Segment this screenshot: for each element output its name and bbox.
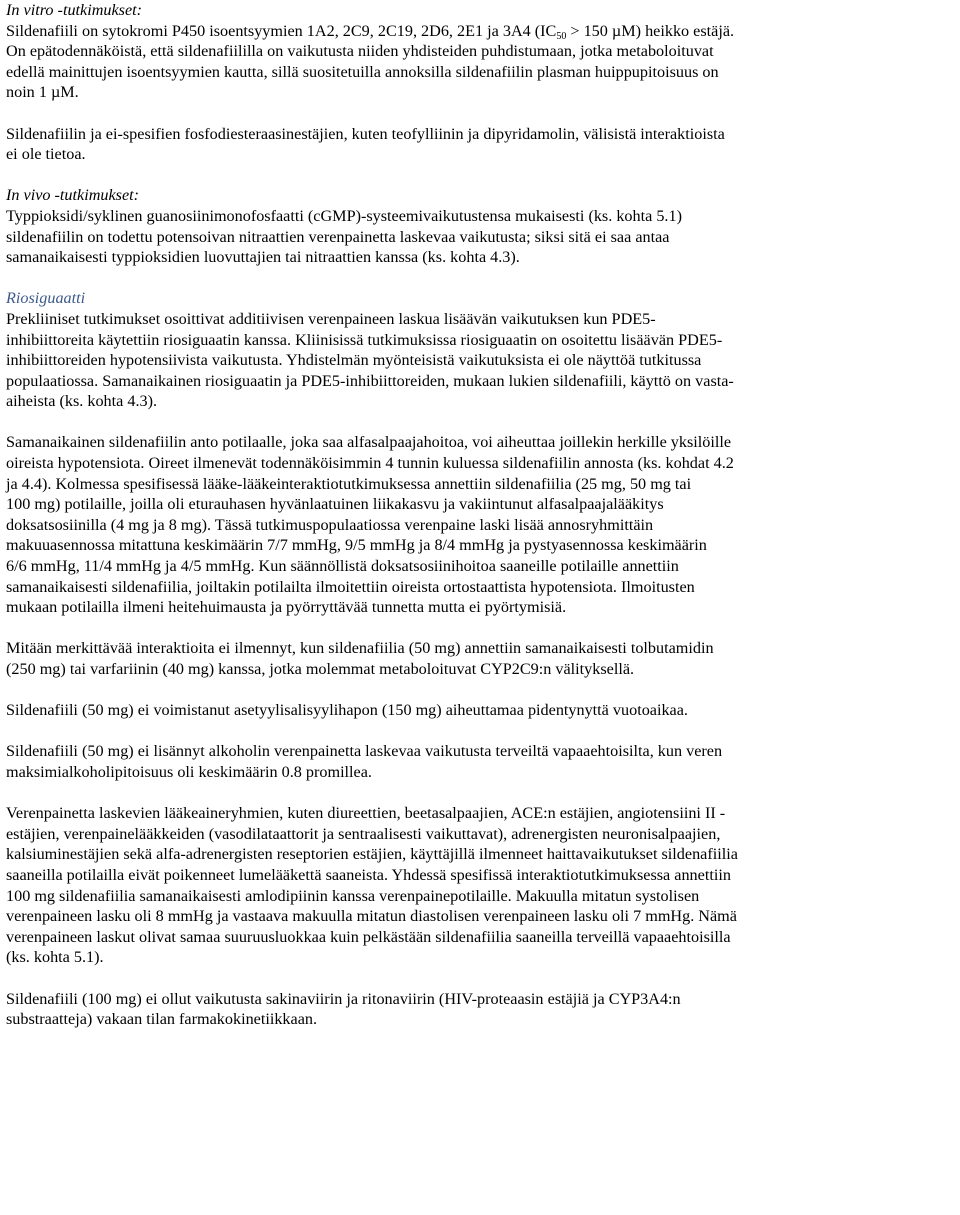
verenpaine-line-7: verenpaineen laskut olivat samaa suuruusluokkaa kuin pelkästään sildenafiilia saaneilla terveillä vapaaehtoisilla xyxy=(6,927,731,946)
riosiguaatti-line-5: aiheista (ks. kohta 4.3). xyxy=(6,392,158,411)
ic50-subscript: 50 xyxy=(556,30,567,42)
alkoholi-line-2: maksimialkoholipitoisuus oli keskimäärin 0.8 promillea. xyxy=(6,762,372,781)
hiv-line-1: Sildenafiili (100 mg) ei ollut vaikutusta sakinaviirin ja ritonaviirin (HIV-proteaasin estäjiä ja CYP3A4:n xyxy=(6,989,681,1008)
alfa-line-7: 6/6 mmHg, 11/4 mmHg ja 4/5 mmHg. Kun säännöllistä doksatsosiinihoitoa saaneille potilaille annettiin xyxy=(6,557,679,576)
verenpaine-line-3: kalsiuminestäjien sekä alfa-adrenergisten reseptorien estäjien, käyttäjillä ilmenneet haittavaikutukset sildenafiilia xyxy=(6,845,738,864)
verenpaine-line-2: estäjien, verenpainelääkkeiden (vasodilataattorit ja sentraalisesti vaikuttavat), adrenergisten neuronisalpaajien, xyxy=(6,824,721,843)
in-vitro-p1-line-1-tail: > 150 µM) heikko estäjä. xyxy=(566,21,735,40)
hiv-paragraph xyxy=(6,989,954,1030)
alfa-line-1: Samanaikainen sildenafiilin anto potilaalle, joka saa alfasalpaajahoitoa, voi aiheuttaa joillekin herkille yksilöille xyxy=(6,433,732,452)
asa-line-1: Sildenafiili (50 mg) ei voimistanut asetyylisalisyylihapon (150 mg) aiheuttamaa pidentynyttä vuotoaikaa. xyxy=(6,701,688,720)
in-vivo-p1-line-3: samanaikaisesti typpioksidien luovuttajien tai nitraattien kanssa (ks. kohta 4.3). xyxy=(6,248,520,267)
in-vivo-section xyxy=(6,185,954,267)
paragraph-gap xyxy=(6,165,954,186)
paragraph-gap xyxy=(6,721,954,742)
riosiguaatti-section xyxy=(6,288,954,412)
verenpaine-paragraph xyxy=(6,803,954,968)
in-vitro-p2-line-2: ei ole tietoa. xyxy=(6,145,86,164)
alkoholi-line-1: Sildenafiili (50 mg) ei lisännyt alkoholin verenpainetta laskevaa vaikutusta terveiltä vapaaehtoisilta, kun veren xyxy=(6,742,723,761)
in-vitro-p1-line-3: edellä mainittujen isoentsyymien kautta, sillä suositetuilla annoksilla sildenafiilin plasman huippupitoisuus on xyxy=(6,62,719,81)
in-vitro-p1-line-4: noin 1 µM. xyxy=(6,83,79,102)
riosiguaatti-line-3: inhibiittoreiden hypotensiivista vaikutusta. Yhdistelmän myönteisistä vaikutuksista ei ole näyttöä tutkitussa xyxy=(6,351,702,370)
alfa-line-5: doksatsosiinilla (4 mg ja 8 mg). Tässä tutkimuspopulaatiossa verenpaine laski lisää annosryhmittäin xyxy=(6,515,654,534)
hiv-line-2: substraatteja) vakaan tilan farmakokinetiikkaan. xyxy=(6,1010,318,1029)
alkoholi-paragraph xyxy=(6,741,954,782)
tolbutamidi-paragraph xyxy=(6,638,954,679)
paragraph-gap xyxy=(6,783,954,804)
paragraph-gap xyxy=(6,103,954,124)
tolbutamidi-line-2: (250 mg) tai varfariinin (40 mg) kanssa, jotka molemmat metaboloituvat CYP2C9:n välityksellä. xyxy=(6,660,635,678)
alfa-line-8: samanaikaisesti sildenafiilia, joiltakin potilailta ilmoitettiin oireista ortostaattista hypotensiota. Ilmoitusten xyxy=(6,577,695,596)
paragraph-gap xyxy=(6,680,954,701)
verenpaine-line-6: verenpaineen lasku oli 8 mmHg ja vastaava makuulla mitatun diastolisen verenpaineen lasku oli 7 mmHg. Nämä xyxy=(6,907,737,926)
verenpaine-line-4: saaneilla potilailla eivät poikenneet lumelääkettä saaneista. Yhdessä spesifissä interaktiotutkimuksessa annettiin xyxy=(6,865,731,884)
verenpaine-line-5: 100 mg sildenafiilia samanaikaisesti amlodipiinin kanssa verenpainepotilaille. Makuulla mitatun systolisen xyxy=(6,886,700,905)
in-vitro-section xyxy=(6,0,954,103)
alfa-line-2: oireista hypotensiota. Oireet ilmenevät todennäköisimmin 4 tunnin kuluessa sildenafiilin annosta (ks. kohdat 4.2 xyxy=(6,454,734,473)
alfa-line-4: 100 mg) potilaille, joilla oli eturauhasen hyvänlaatuinen liikakasvu ja vakiintunut alfasalpaajalääkitys xyxy=(6,495,664,514)
alfa-line-6: makuuasennossa mitattuna keskimäärin 7/7 mmHg, 9/5 mmHg ja 8/4 mmHg ja pystyasennossa keskimäärin xyxy=(6,536,707,555)
alfasalpaaja-paragraph xyxy=(6,432,954,617)
in-vitro-p2-line-1: Sildenafiilin ja ei-spesifien fosfodiesteraasinestäjien, kuten teofylliinin ja dipyridamolin, välisistä interaktioista xyxy=(6,124,725,143)
in-vitro-p1-line-2: On epätodennäköistä, että sildenafiililla on vaikutusta niiden yhdisteiden puhdistumaan, jotka metaboloituvat xyxy=(6,42,714,61)
in-vivo-p1-line-2: sildenafiilin on todettu potensoivan nitraattien verenpainetta laskevaa vaikutusta; siksi sitä ei saa antaa xyxy=(6,227,670,246)
paragraph-gap xyxy=(6,412,954,433)
paragraph-gap xyxy=(6,268,954,289)
riosiguaatti-heading: Riosiguaatti xyxy=(6,289,86,308)
riosiguaatti-line-4: populaatiossa. Samanaikainen riosiguaatin ja PDE5-inhibiittoreiden, mukaan lukien sildenafiili, käyttö on vasta- xyxy=(6,371,734,390)
verenpaine-line-1: Verenpainetta laskevien lääkeaineryhmien, kuten diureettien, beetasalpaajien, ACE:n estäjien, angiotensiini II - xyxy=(6,804,726,823)
paragraph-gap xyxy=(6,968,954,989)
alfa-line-9: mukaan potilailla ilmeni heitehuimausta ja pyörryttävää tunnetta mutta ei pyörtymisiä. xyxy=(6,598,567,617)
asa-paragraph xyxy=(6,700,954,721)
in-vitro-p1-line-1 xyxy=(6,21,954,42)
in-vitro-p1-line-1-text: Sildenafiili on sytokromi P450 isoentsyymien 1A2, 2C9, 2C19, 2D6, 2E1 ja 3A4 (IC xyxy=(6,21,557,40)
riosiguaatti-line-1: Prekliiniset tutkimukset osoittivat additiivisen verenpaineen laskua lisäävän vaikutuksen kun PDE5- xyxy=(6,309,656,328)
verenpaine-line-8: (ks. kohta 5.1). xyxy=(6,948,104,967)
riosiguaatti-line-2: inhibiittoreita käytettiin riosiguaatin kanssa. Kliinisissä tutkimuksissa riosiguaatin on osoitettu lisäävän PDE5- xyxy=(6,330,723,349)
in-vivo-heading: In vivo -tutkimukset: xyxy=(6,186,140,205)
in-vivo-p1-line-1: Typpioksidi/syklinen guanosiinimonofosfaatti (cGMP)-systeemivaikutustensa mukaisesti (ks. kohta 5.1) xyxy=(6,206,682,225)
in-vitro-p2 xyxy=(6,124,954,165)
in-vitro-heading: In vitro -tutkimukset: xyxy=(6,1,143,19)
tolbutamidi-line-1: Mitään merkittävää interaktioita ei ilmennyt, kun sildenafiilia (50 mg) annettiin samanaikaisesti tolbutamidin xyxy=(6,639,714,658)
alfa-line-3: ja 4.4). Kolmessa spesifisessä lääke-lääkeinteraktiotutkimuksessa annettiin sildenafiilia (25 mg, 50 mg tai xyxy=(6,474,692,493)
paragraph-gap xyxy=(6,618,954,639)
